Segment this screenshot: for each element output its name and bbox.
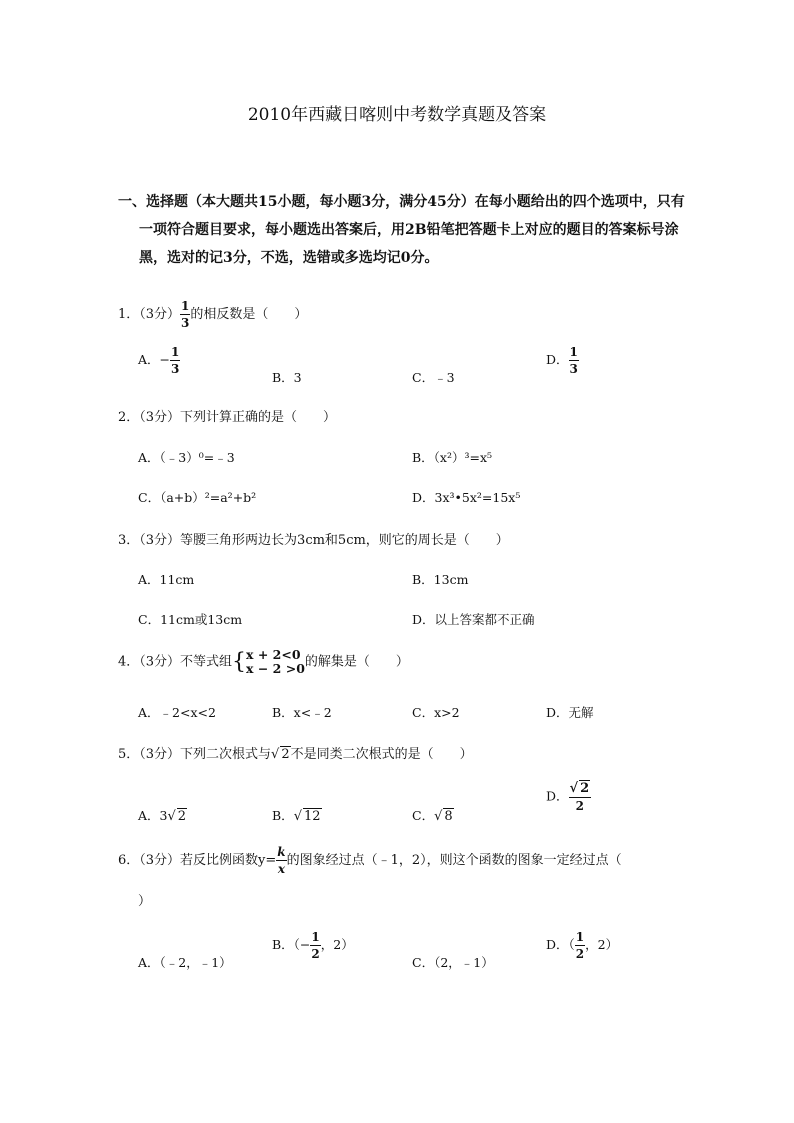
question-1-option-d: D． $\frac{1}{3}$ [546, 345, 578, 376]
question-6-stem-line-2: ） [138, 894, 152, 909]
question-6-option-a: A．（﹣2，﹣1） [138, 955, 232, 970]
question-3-option-a: A．11cm [138, 572, 195, 587]
question-1-option-a: A．− $\frac{1}{3}$ [138, 345, 180, 376]
question-5-option-c: C．√ 8 [412, 808, 453, 824]
question-1-option-b: B．3 [272, 370, 302, 385]
page-title: 2010年西藏日喀则中考数学真题及答案 [247, 105, 547, 125]
question-2-stem: 2．（3分）下列计算正确的是（ ） [118, 410, 337, 425]
question-1-stem [118, 300, 307, 329]
question-4-stem: 4．（3分）不等式组{ x + 2<0 x − 2 >0 的解集是（ ） [118, 647, 409, 676]
question-1-fraction: $\frac{1}{3}$ [181, 299, 190, 330]
question-5-option-a: A．3√ 2 [138, 808, 187, 824]
inequality-system: x + 2<0 x − 2 >0 [246, 647, 305, 676]
question-5-stem: 5．（3分）下列二次根式与√ 2不是同类二次根式的是（ ） [118, 747, 473, 762]
question-4-option-d: D．无解 [546, 705, 594, 720]
section-instructions-line-1: 一、选择题（本大题共15小题，每小题3分，满分45分）在每小题给出的四个选项中，只有 [118, 194, 685, 210]
question-3-option-b: B．13cm [412, 572, 469, 587]
question-1-option-c: C．﹣3 [412, 370, 455, 385]
question-4-option-c: C．x>2 [412, 705, 460, 720]
question-2-option-d: D．3x³•5x²=15x⁵ [412, 490, 521, 505]
question-1-prefix: 1．（3分） [118, 307, 181, 322]
question-3-option-d: D．以上答案都不正确 [412, 612, 535, 627]
section-instructions-line-2: 一项符合题目要求，每小题选出答案后，用2B铅笔把答题卡上对应的题目的答案标号涂 [139, 222, 679, 238]
question-4-option-a: A．﹣2<x<2 [138, 705, 216, 720]
question-4-option-b: B．x<﹣2 [272, 705, 332, 720]
question-3-stem: 3．（3分）等腰三角形两边长为3cm和5cm，则它的周长是（ ） [118, 533, 509, 548]
section-instructions-line-3: 黑，选对的记3分，不选，选错或多选均记0分。 [139, 250, 439, 266]
question-2-option-a: A．（﹣3）⁰=﹣3 [138, 450, 235, 465]
question-6-stem: 6．（3分）若反比例函数y= $\frac{k}{x}$ 的图象经过点（﹣1，2），则这个函数的图象一定经过点（ [118, 845, 622, 876]
question-6-option-b: B．（− $\frac{1}{2}$ ，2） [272, 930, 354, 961]
question-3-option-c: C．11cm或13cm [138, 612, 243, 627]
question-1-suffix: 的相反数是（ ） [190, 307, 308, 322]
question-6-option-d: D．（ $\frac{1}{2}$ ，2） [546, 930, 619, 961]
question-5-option-d: D． $\frac{√ 2}{2}$ [546, 781, 590, 813]
question-2-option-c: C．（a+b）²=a²+b² [138, 490, 257, 505]
question-2-option-b: B．（x²）³=x⁵ [412, 450, 493, 465]
question-6-option-c: C．（2，﹣1） [412, 955, 494, 970]
question-5-option-b: B．√ 12 [272, 808, 321, 824]
